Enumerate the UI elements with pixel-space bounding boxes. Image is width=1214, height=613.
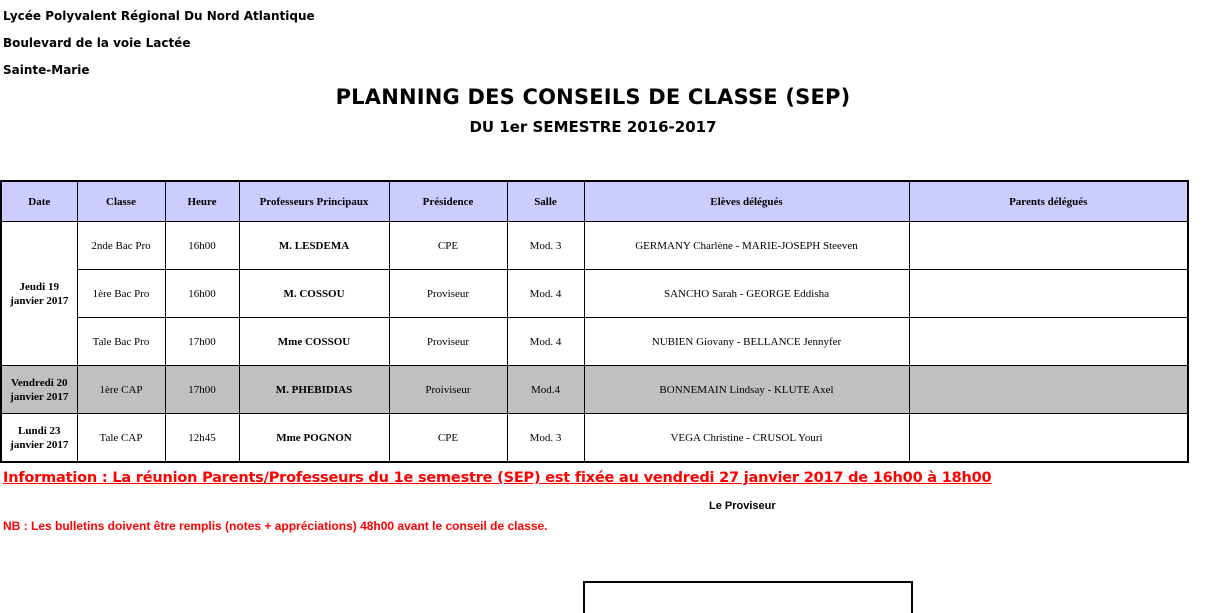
- date-cell: Lundi 23 janvier 2017: [1, 414, 77, 463]
- classe-cell: 1ère CAP: [77, 366, 165, 414]
- date-cell: Jeudi 19 janvier 2017: [1, 222, 77, 366]
- table-row: [1, 366, 1188, 414]
- classe-cell: 2nde Bac Pro: [77, 222, 165, 270]
- presidence-cell: CPE: [389, 222, 507, 270]
- prof-cell: M. COSSOU: [239, 270, 389, 318]
- column-header-salle: Salle: [507, 181, 584, 222]
- signature-box: [583, 581, 913, 613]
- eleves-cell: BONNEMAIN Lindsay - KLUTE Axel: [584, 366, 909, 414]
- column-header-classe: Classe: [77, 181, 165, 222]
- date-cell: Vendredi 20 janvier 2017: [1, 366, 77, 414]
- school-city: Sainte-Marie: [3, 63, 90, 77]
- eleves-cell: GERMANY Charlène - MARIE-JOSEPH Steeven: [584, 222, 909, 270]
- salle-cell: Mod.4: [507, 366, 584, 414]
- column-header-presidence: Présidence: [389, 181, 507, 222]
- parents-cell: [909, 318, 1188, 366]
- table-row: [1, 222, 1188, 270]
- planning-table: [0, 180, 1189, 463]
- parents-cell: [909, 366, 1188, 414]
- column-header-date: Date: [1, 181, 77, 222]
- table-row: [1, 270, 1188, 318]
- salle-cell: Mod. 4: [507, 270, 584, 318]
- table-row: [1, 414, 1188, 463]
- presidence-cell: Proviseur: [389, 318, 507, 366]
- page-title: PLANNING DES CONSEILS DE CLASSE (SEP): [335, 85, 851, 109]
- column-header-parents: Parents délégués: [909, 181, 1188, 222]
- parents-cell: [909, 414, 1188, 463]
- page-subtitle: DU 1er SEMESTRE 2016-2017: [469, 118, 717, 136]
- salle-cell: Mod. 4: [507, 318, 584, 366]
- parents-cell: [909, 270, 1188, 318]
- nb-notice: NB : Les bulletins doivent être remplis (notes + appréciations) 48h00 avant le conseil de classe.: [3, 519, 548, 533]
- classe-cell: 1ère Bac Pro: [77, 270, 165, 318]
- salle-cell: Mod. 3: [507, 414, 584, 463]
- heure-cell: 16h00: [165, 222, 239, 270]
- table-row: [1, 318, 1188, 366]
- eleves-cell: SANCHO Sarah - GEORGE Eddisha: [584, 270, 909, 318]
- eleves-cell: NUBIEN Giovany - BELLANCE Jennyfer: [584, 318, 909, 366]
- presidence-cell: Proviseur: [389, 270, 507, 318]
- column-header-eleves: Elèves délégués: [584, 181, 909, 222]
- presidence-cell: CPE: [389, 414, 507, 463]
- heure-cell: 17h00: [165, 366, 239, 414]
- school-street: Boulevard de la voie Lactée: [3, 36, 191, 50]
- prof-cell: Mme POGNON: [239, 414, 389, 463]
- prof-cell: Mme COSSOU: [239, 318, 389, 366]
- column-header-professeurs: Professeurs Principaux: [239, 181, 389, 222]
- eleves-cell: VEGA Christine - CRUSOL Youri: [584, 414, 909, 463]
- parents-cell: [909, 222, 1188, 270]
- column-header-heure: Heure: [165, 181, 239, 222]
- heure-cell: 16h00: [165, 270, 239, 318]
- heure-cell: 12h45: [165, 414, 239, 463]
- table-header-row: [1, 181, 1188, 222]
- heure-cell: 17h00: [165, 318, 239, 366]
- signature-label: Le Proviseur: [709, 500, 776, 512]
- school-name: Lycée Polyvalent Régional Du Nord Atlantique: [3, 9, 315, 23]
- salle-cell: Mod. 3: [507, 222, 584, 270]
- classe-cell: Tale Bac Pro: [77, 318, 165, 366]
- classe-cell: Tale CAP: [77, 414, 165, 463]
- presidence-cell: Proiviseur: [389, 366, 507, 414]
- information-notice: Information : La réunion Parents/Professeurs du 1e semestre (SEP) est fixée au vendredi 27 janvier 2017 de 16h00 à 18h00: [3, 470, 992, 486]
- prof-cell: M. PHEBIDIAS: [239, 366, 389, 414]
- prof-cell: M. LESDEMA: [239, 222, 389, 270]
